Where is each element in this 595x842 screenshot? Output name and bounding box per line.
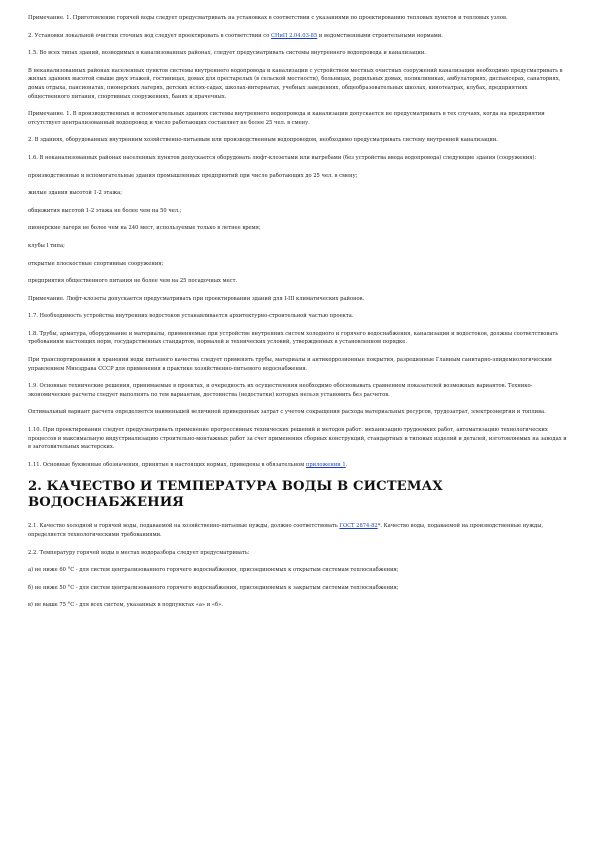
section-heading: 2. КАЧЕСТВО И ТЕМПЕРАТУРА ВОДЫ В СИСТЕМАХ ВОДОСНАБЖЕНИЯ — [28, 479, 443, 511]
body-paragraph: При транспортировании и хранении воды питьевого качества следует применять трубы, материалы и антикоррозионные покрытия, разрешенные Главным санитарно-эпидемиологическим управлением Минздрава СССР для применения в практике хозяйственно-питьевого водоснабжения. — [28, 357, 552, 372]
clause-paragraph: 1.10. При проектировании следует предусматривать применение прогрессивных технических решений и методов работ: механизацию трудоемких работ, автоматизацию технологических процессов и максимальную индустриализацию строительно-монтажных работ за счет применения сборных конструкций, стандартных и типовых изделий и деталей, изготовляемых на заводах и в заготовительных мастерских. — [28, 427, 567, 451]
document-page — [28, 14, 568, 619]
list-paragraph: общежития высотой 1-2 этажа не более чем на 50 чел.; — [28, 207, 182, 214]
note-paragraph: Примечание. 1. Приготовление горячей воды следует предусматривать на установках в соответствии с указаниями по проектированию тепловых пунктов и тепловых узлов. — [28, 15, 508, 21]
paragraph-text: 2.1. Качество холодной и горячей воды, подаваемой на хозяйственно-питьевые нужды, должно соответствовать — [28, 523, 340, 530]
paragraph-text: 1.11. Основные буквенные обозначения, принятые в настоящих нормах, приведены в обязательном — [28, 461, 306, 468]
note-paragraph: Примечание. Люфт-клозеты допускается предусматривать при проектировании зданий для I-III климатических районов. — [28, 295, 365, 302]
appendix-link[interactable]: приложении 1 — [305, 461, 346, 468]
list-paragraph: пионерские лагеря не более чем на 240 мест, используемые только в летнее время; — [28, 225, 261, 232]
list-paragraph: б) не ниже 50 °С - для систем централизованного горячего водоснабжения, присоединяемых к закрытым системам теплоснабжения; — [28, 584, 399, 591]
list-paragraph: открытые плоскостные спортивные сооружения; — [28, 260, 164, 267]
paragraph-text: *. Качество воды, подаваемой на производственные нужды, определяется технологическими требованиями. — [28, 523, 543, 538]
clause-paragraph — [28, 461, 568, 470]
clause-paragraph: 1.5. Во всех типах зданий, возводимых в канализованных районах, следует предусматривать системы внутреннего водопровода и канализации. — [28, 50, 426, 57]
clause-paragraph: 1.6. В неканализованных районах населенных пунктов допускается оборудовать люфт-клозетами или выгребами (без устройства ввода водопровода) следующие здания (сооружения): — [28, 154, 537, 161]
snip-link[interactable]: СНиП 2.04.03-85 — [270, 32, 318, 39]
list-paragraph: предприятия общественного питания не более чем на 25 посадочных мест. — [28, 278, 238, 285]
list-paragraph: жилые здания высотой 1-2 этажа; — [28, 190, 122, 197]
body-paragraph: В неканализованных районах населенных пунктов системы внутреннего водопровода и канализации с устройством местных очистных сооружений канализации необходимо предусматривать в жилых зданиях высотой свыше двух этажей, гостиницах, домах для престарелых (в сельской местности), больницах, родильных домах, поликлиниках, амбулаториях, диспансерах, санаториях, домах отдыха, пансионатах, пионерских лагерях, детских яслях-садах, школах-интернатах, учебных заведениях, общеобразовательных школах, кинотеатрах, клубах, предприятиях общественного питания, спортивных сооружениях, банях и прачечных. — [28, 67, 563, 100]
note-paragraph — [28, 32, 568, 41]
gost-link[interactable]: ГОСТ 2874-82 — [339, 523, 378, 530]
clause-paragraph: 2.2. Температуру горячей воды в местах водоразбора следует предусматривать: — [28, 549, 250, 556]
paragraph-text: . — [345, 461, 348, 468]
note-paragraph: 2. В зданиях, оборудованных внутренним хозяйственно-питьевым или производственным водопроводом, необходимо предусматривать систему внутренней канализации. — [28, 137, 498, 144]
body-paragraph: Оптимальный вариант расчета определяется наименьшей величиной приведенных затрат с учетом сокращения расхода материальных ресурсов, трудозатрат, электроэнергии и топлива. — [28, 409, 546, 416]
clause-paragraph: 1.7. Необходимость устройства внутренних водостоков устанавливается архитектурно-строительной частью проекта. — [28, 313, 354, 320]
paragraph-text: 2. Установки локальной очистки сточных вод следует проектировать в соответствии со — [28, 32, 271, 39]
clause-paragraph — [28, 522, 568, 539]
list-paragraph: клубы I типа; — [28, 242, 65, 249]
list-paragraph: в) не выше 75 °С - для всех систем, указанных в подпунктах «а» и «б». — [28, 602, 223, 609]
list-paragraph: производственные и вспомогательные здания промышленных предприятий при числе работающих до 25 чел. в смену; — [28, 172, 358, 179]
clause-paragraph: 1.9. Основные технические решения, принимаемые в проектах, и очередность их осуществления необходимо обосновывать сравнением показателей возможных вариантов. Технико-экономические расчеты следует выполнять по тем вариантам, достоинства (недостатки) которых нельзя установить без расчетов. — [28, 383, 533, 398]
paragraph-text: и ведомственными строительными нормами. — [317, 32, 443, 39]
note-paragraph: Примечание. 1. В производственных и вспомогательных зданиях системы внутреннего водопровода и канализации допускается не предусматривать в тех случаях, когда на предприятии отсутствует централизованный водопровод и число работающих составляет не более 25 чел. в смену. — [28, 111, 545, 126]
clause-paragraph: 1.8. Трубы, арматура, оборудование и материалы, применяемые при устройстве внутренних систем холодного и горячего водоснабжения, канализации и водостоков, должны соответствовать требованиям настоящих норм, государственных стандартов, нормалей и технических условий, утвержденных в установленном порядке. — [28, 330, 559, 346]
list-paragraph: а) не ниже 60 °С - для систем централизованного горячего водоснабжения, присоединяемых к открытым системам теплоснабжения; — [28, 567, 399, 574]
